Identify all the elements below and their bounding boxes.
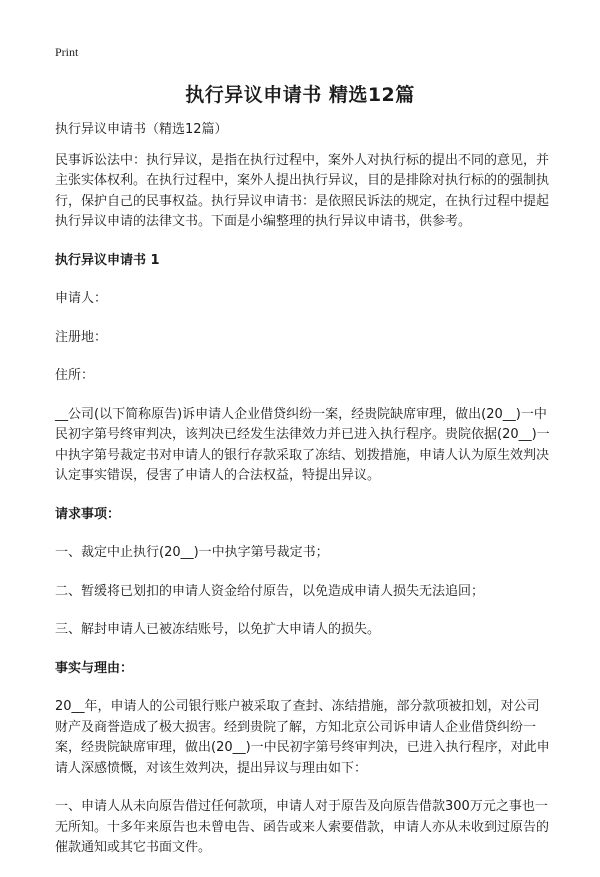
residence-field: 住所： (55, 368, 95, 383)
facts-heading: 事实与理由： (55, 660, 134, 676)
registered-address-field: 注册地： (55, 329, 108, 345)
document-title: 执行异议申请书 精选12篇 (185, 84, 415, 106)
intro-paragraph: 民事诉讼法中：执行异议，是指在执行过程中，案外人对执行标的提出不同的意见，并主张实体权利。在执行过程中，案外人提出执行异议，目的是排除对执行标的的强制执行，保护自己的民事权益。执行异议申请书：是依照民诉法的规定，在执行过程中提起执行异议申请的法律文书。下面是小编整理的执行异议申请书，供参考。 (55, 152, 550, 229)
reason-paragraph-1: 一、申请人从未向原告借过任何款项，申请人对于原告及向原告借款300万元之事也一无所知。十多年来原告也未曾电告、函告或来人索要借款，申请人亦从未收到过原告的催款通知或其它书面文件。 (55, 799, 550, 855)
section-heading-1: 执行异议申请书 1 (55, 252, 160, 268)
document-body (55, 120, 550, 877)
request-item-1: 一、裁定中止执行(20__)一中执字第号裁定书； (55, 545, 329, 560)
requests-heading: 请求事项： (55, 506, 121, 522)
applicant-field: 申请人： (55, 291, 108, 306)
case-paragraph: __公司(以下简称原告)诉申请人企业借贷纠纷一案，经贵院缺席审理，做出(20__)一中民初字第号终审判决，该判决已经发生法律效力并已进入执行程序。贵院依据(20__)一中执字第号裁定书对申请人的银行存款采取了冻结、划拨措施，申请人认为原生效判决认定事实错误，侵害了申请人的合法权益，特提出异议。 (55, 406, 550, 483)
document-subtitle: 执行异议申请书（精选12篇） (55, 122, 228, 137)
request-item-3: 三、解封申请人已被冻结账号，以免扩大申请人的损失。 (55, 622, 381, 637)
request-item-2: 二、暂缓将已划扣的申请人资金给付原告，以免造成申请人损失无法追回； (55, 583, 485, 599)
print-label[interactable]: Print (55, 45, 79, 59)
facts-paragraph: 20__年，申请人的公司银行账户被采取了查封、冻结措施，部分款项被扣划，对公司财产及商誉造成了极大损害。经到贵院了解，方知北京公司诉申请人企业借贷纠纷一案，经贵院缺席审理，做出(20__)一中民初字第号终审判决，已进入执行程序，对此申请人深感愤慨，对该生效判决，提出异议与理由如下： (55, 699, 550, 776)
